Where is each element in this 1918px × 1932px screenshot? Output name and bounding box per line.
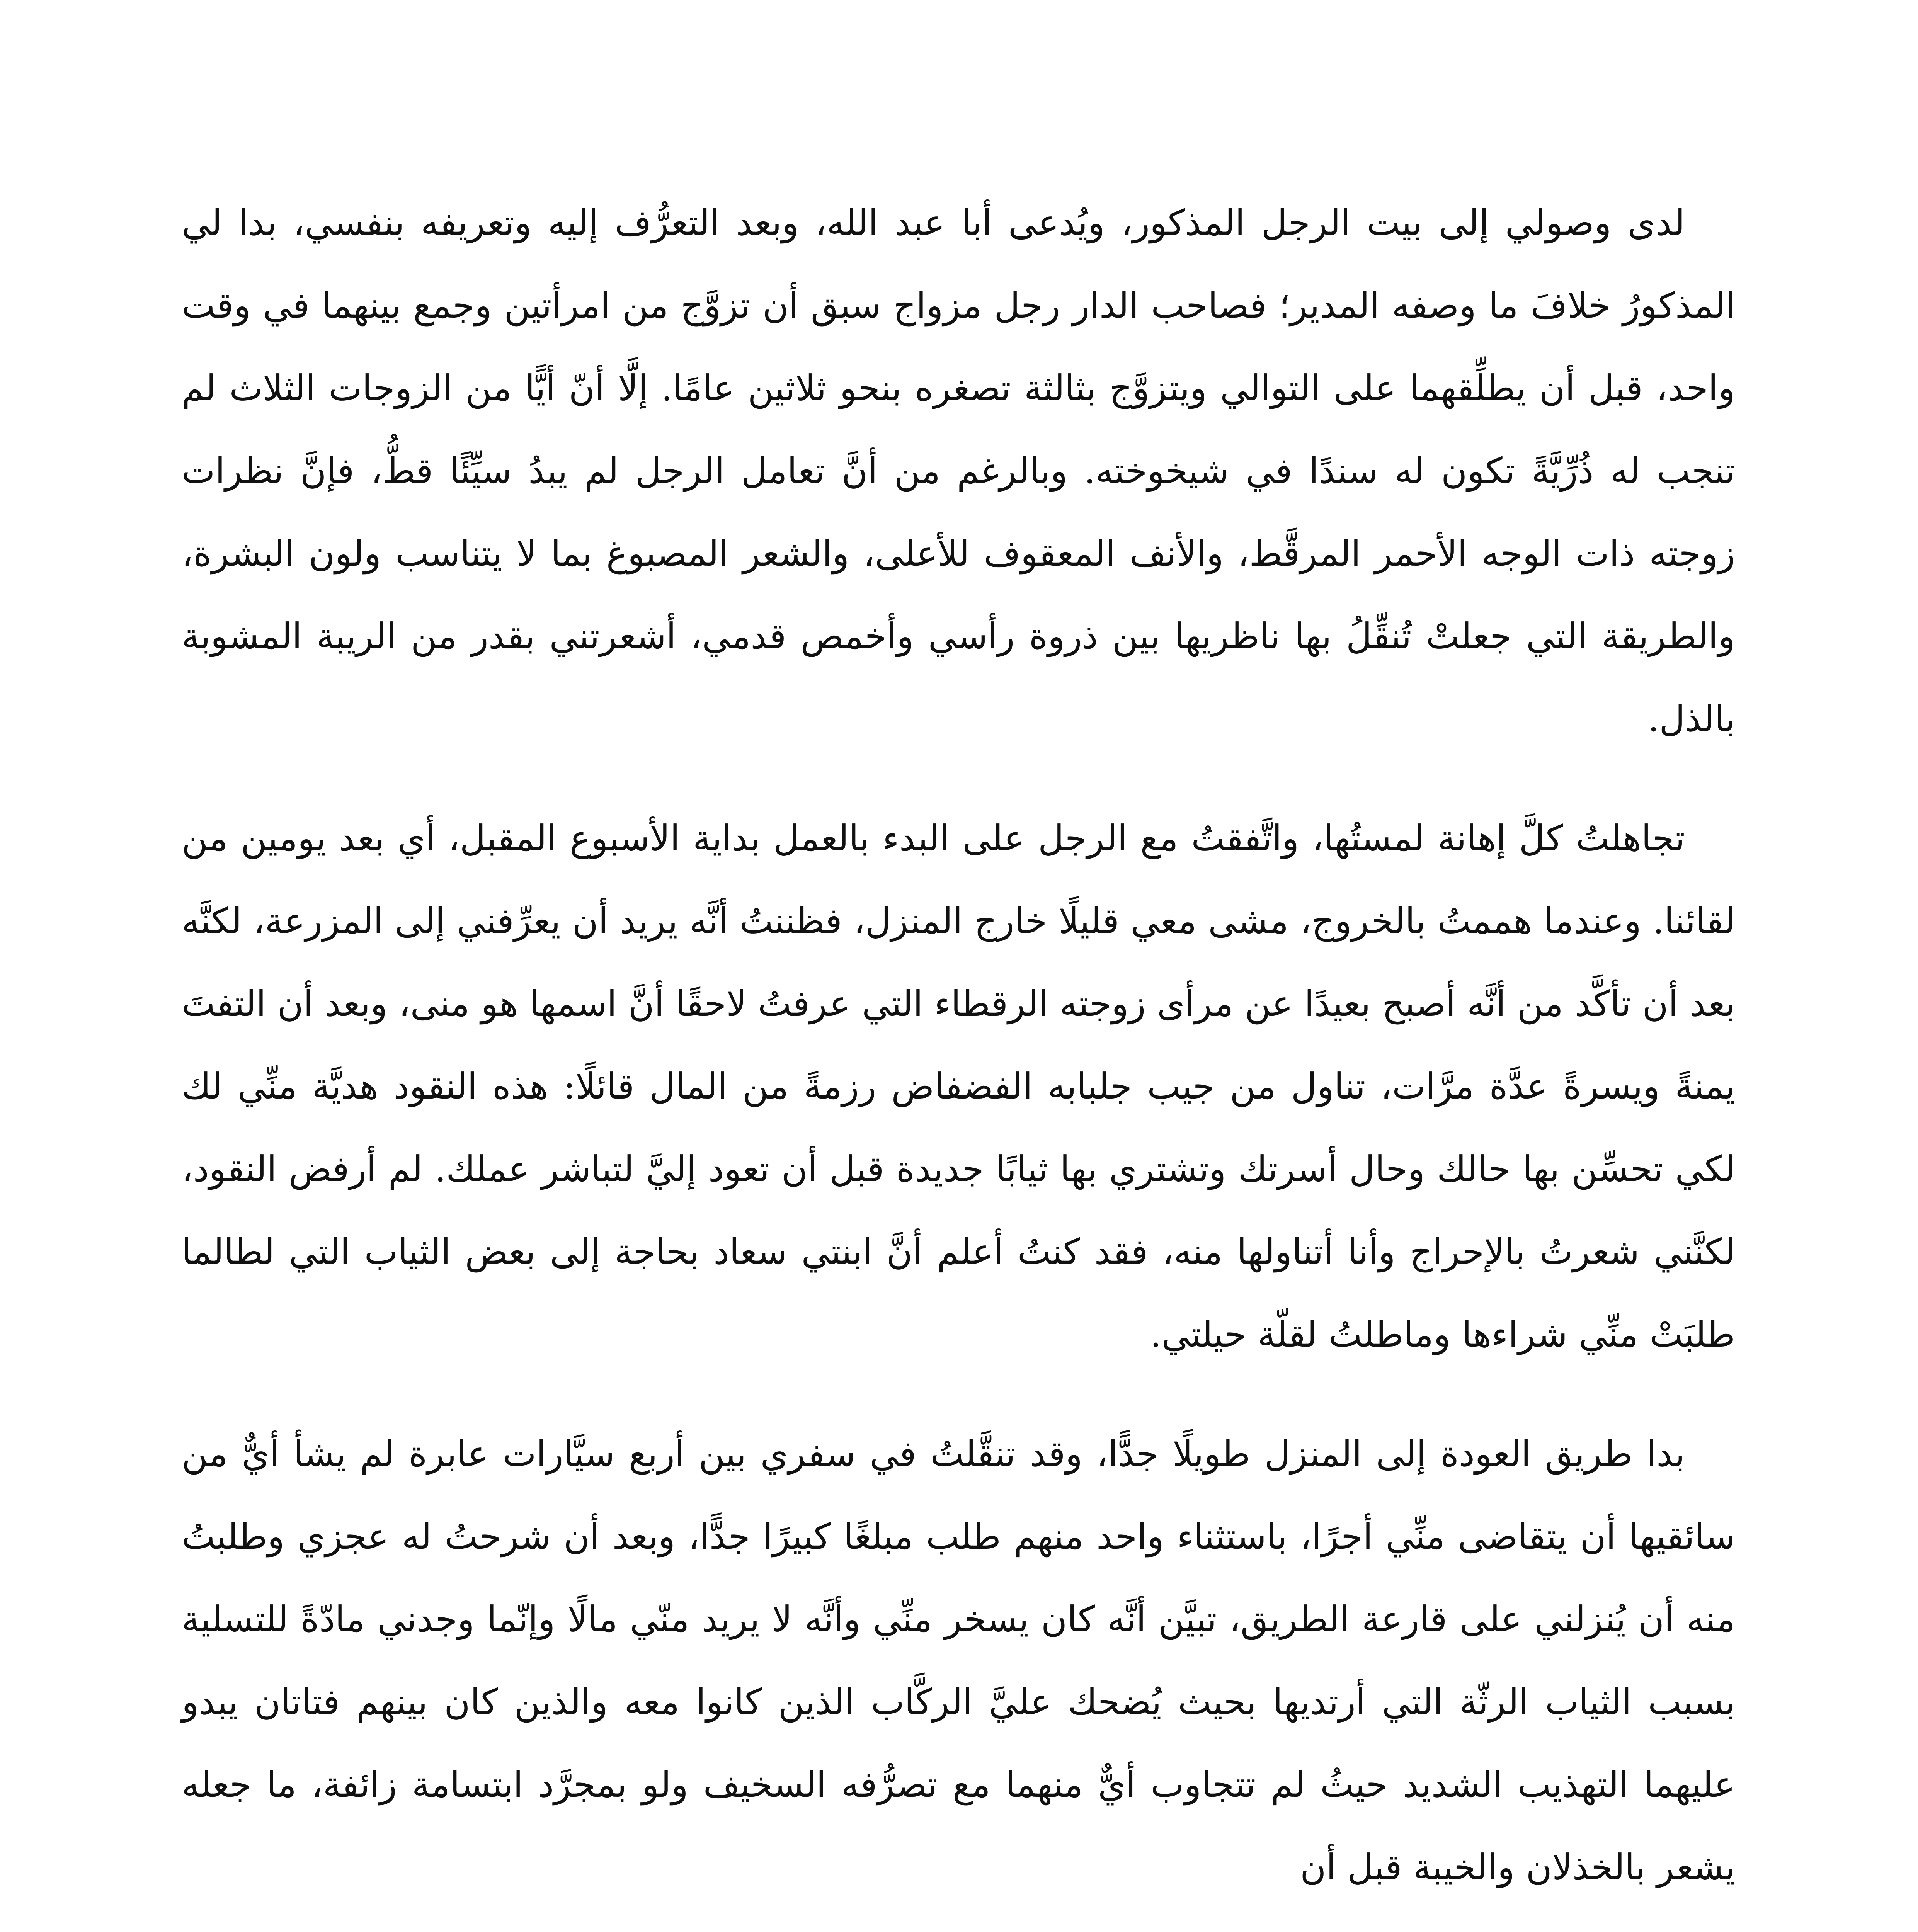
paragraph-2: تجاهلتُ كلَّ إهانة لمستُها، واتَّفقتُ مع الرجل على البدء بالعمل بداية الأسبوع المقبل، أي بعد يومين من لقائنا. وعندما هممتُ بالخروج، مشى معي قليلًا خارج المنزل، فظننتُ أنَّه يريد أن يعرِّفني إلى المزرعة، لكنَّه بعد أن تأكَّد من أنَّه أصبح بعيدًا عن مرأى زوجته الرقطاء التي عرفتُ لاحقًا أنَّ اسمها هو منى، وبعد أن التفتَ يمنةً ويسرةً عدَّة مرَّات، تناول من جيب جلبابه الفضفاض رزمةً من المال قائلًا: هذه النقود هديَّة منِّي لك لكي تحسِّن بها حالك وحال أسرتك وتشتري بها ثيابًا جديدة قبل أن تعود إليَّ لتباشر عملك. لم أرفض النقود، لكنَّني شعرتُ بالإحراج وأنا أتناولها منه، فقد كنتُ أعلم أنَّ ابنتي سعاد بحاجة إلى بعض الثياب التي لطالما طلبَتْ منِّي شراءها وماطلتُ لقلّة حيلتي. [182,818,1735,1355]
paragraph-3: بدا طريق العودة إلى المنزل طويلًا جدًّا، وقد تنقَّلتُ في سفري بين أربع سيَّارات عابرة لم يشأ أيٌّ من سائقيها أن يتقاضى منِّي أجرًا، باستثناء واحد منهم طلب مبلغًا كبيرًا جدًّا، وبعد أن شرحتُ له عجزي وطلبتُ منه أن يُنزلني على قارعة الطريق، تبيَّن أنَّه كان يسخر منِّي وأنَّه لا يريد منّي مالًا وإنّما وجدني مادّةً للتسلية بسبب الثياب الرثّة التي أرتديها بحيث يُضحك عليَّ الركَّاب الذين كانوا معه والذين كان بينهم فتاتان يبدو عليهما التهذيب الشديد حيثُ لم تتجاوب أيٌّ منهما مع تصرُّفه السخيف ولو بمجرَّد ابتسامة زائفة، ما جعله يشعر بالخذلان والخيبة قبل أن [182,1433,1735,1888]
paragraph-1: لدى وصولي إلى بيت الرجل المذكور، ويُدعى أبا عبد الله، وبعد التعرُّف إليه وتعريفه بنفسي، بدا لي المذكورُ خلافَ ما وصفه المدير؛ فصاحب الدار رجل مزواج سبق أن تزوَّج من امرأتين وجمع بينهما في وقت واحد، قبل أن يطلِّقهما على التوالي ويتزوَّج بثالثة تصغره بنحو ثلاثين عامًا. إلَّا أنّ أيًّا من الزوجات الثلاث لم تنجب له ذُرِّيَّةً تكون له سندًا في شيخوخته. وبالرغم من أنَّ تعامل الرجل لم يبدُ سيِّئًا قطُّ، فإنَّ نظرات زوجته ذات الوجه الأحمر المرقَّط، والأنف المعقوف للأعلى، والشعر المصبوغ بما لا يتناسب ولون البشرة، والطريقة التي جعلتْ تُنقِّلُ بها ناظريها بين ذروة رأسي وأخمص قدمي، أشعرتني بقدر من الريبة المشوبة بالذل. [182,202,1735,740]
body-text [182,182,1735,1932]
